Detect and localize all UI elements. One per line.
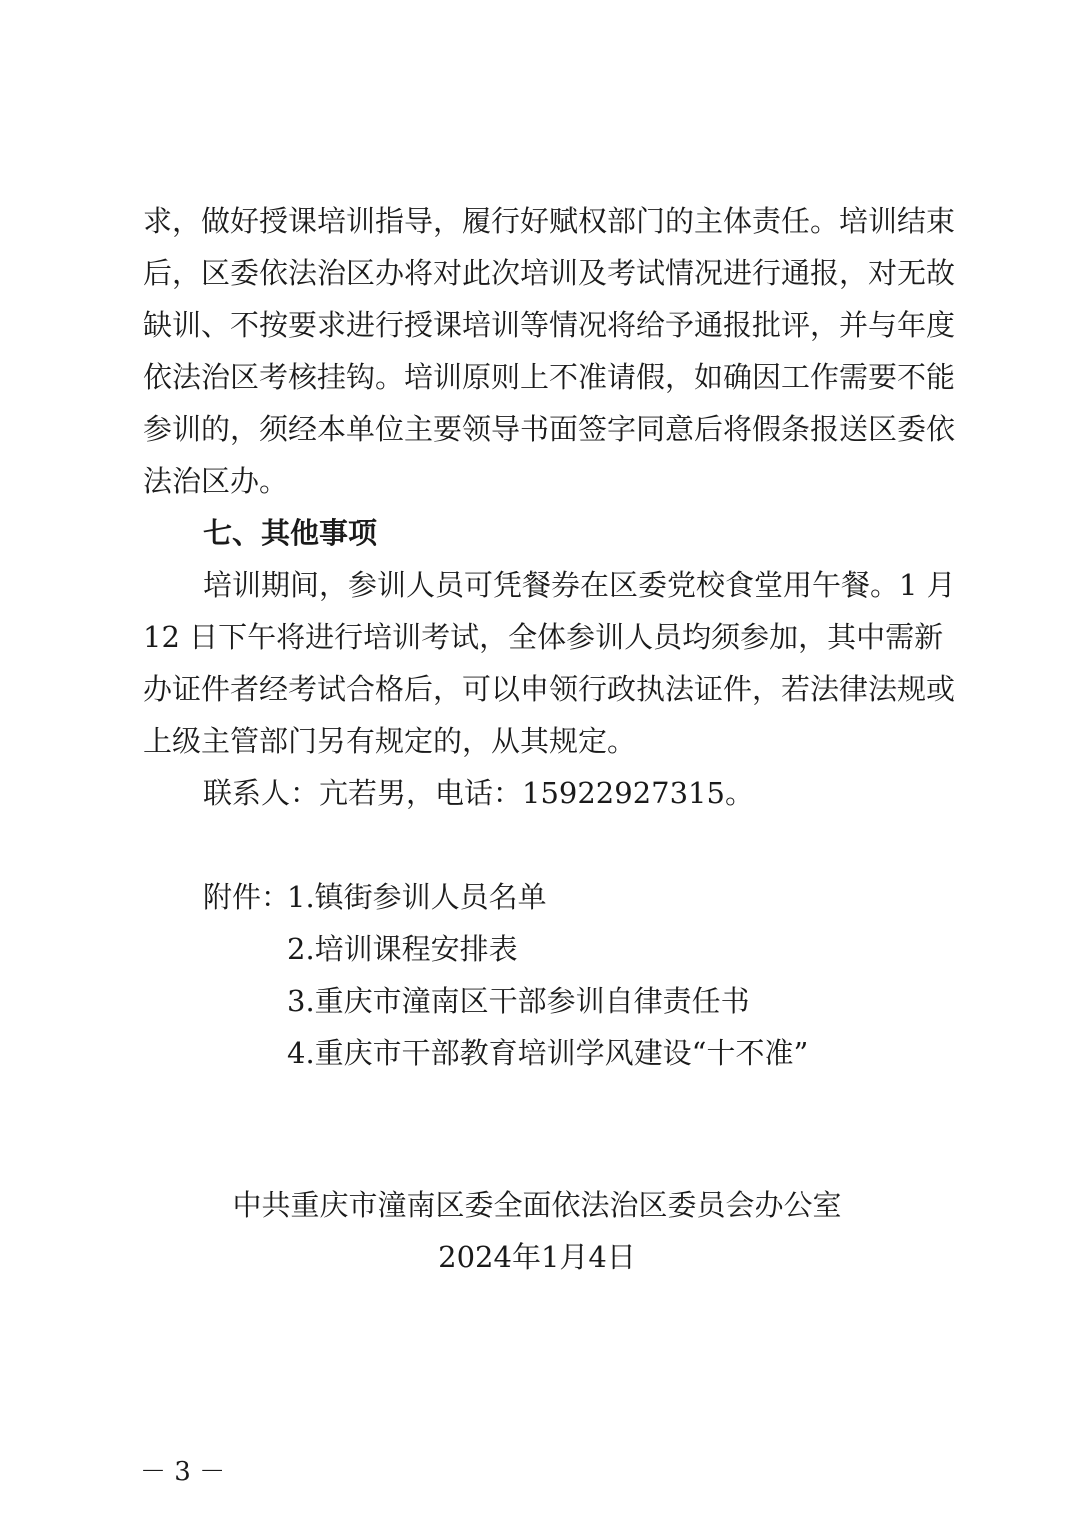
- section-heading: 七、其他事项: [203, 516, 378, 550]
- attachment-item: 4.重庆市干部教育培训学风建设“十不准”: [287, 1036, 809, 1070]
- attachment-item: 3.重庆市潼南区干部参训自律责任书: [287, 984, 750, 1018]
- paragraph-line: 上级主管部门另有规定的，从其规定。: [143, 724, 637, 758]
- signature-date: 2024年1月4日: [438, 1240, 636, 1274]
- paragraph-line: 依法治区考核挂钩。培训原则上不准请假，如确因工作需要不能: [143, 360, 956, 394]
- attachment-item: 1.镇街参训人员名单: [287, 880, 547, 914]
- paragraph-line: 缺训、不按要求进行授课培训等情况将给予通报批评，并与年度: [143, 308, 956, 342]
- page-number: － 3 －: [140, 1457, 226, 1487]
- paragraph-line: 12 日下午将进行培训考试，全体参训人员均须参加，其中需新: [143, 620, 944, 654]
- contact-line: 联系人：亢若男，电话：15922927315。: [203, 776, 754, 810]
- signature-org: 中共重庆市潼南区委全面依法治区委员会办公室: [232, 1188, 842, 1222]
- paragraph-line: 参训的，须经本单位主要领导书面签字同意后将假条报送区委依: [143, 412, 956, 446]
- paragraph-line: 培训期间，参训人员可凭餐券在区委党校食堂用午餐。1 月: [203, 568, 956, 602]
- attachment-item: 2.培训课程安排表: [287, 932, 518, 966]
- paragraph-line: 法治区办。: [143, 464, 289, 498]
- paragraph-line: 后，区委依法治区办将对此次培训及考试情况进行通报，对无故: [143, 256, 956, 290]
- attachments-label: 附件：: [203, 880, 291, 914]
- paragraph-line: 办证件者经考试合格后，可以申领行政执法证件，若法律法规或: [143, 672, 956, 706]
- paragraph-line: 求，做好授课培训指导，履行好赋权部门的主体责任。培训结束: [143, 204, 956, 238]
